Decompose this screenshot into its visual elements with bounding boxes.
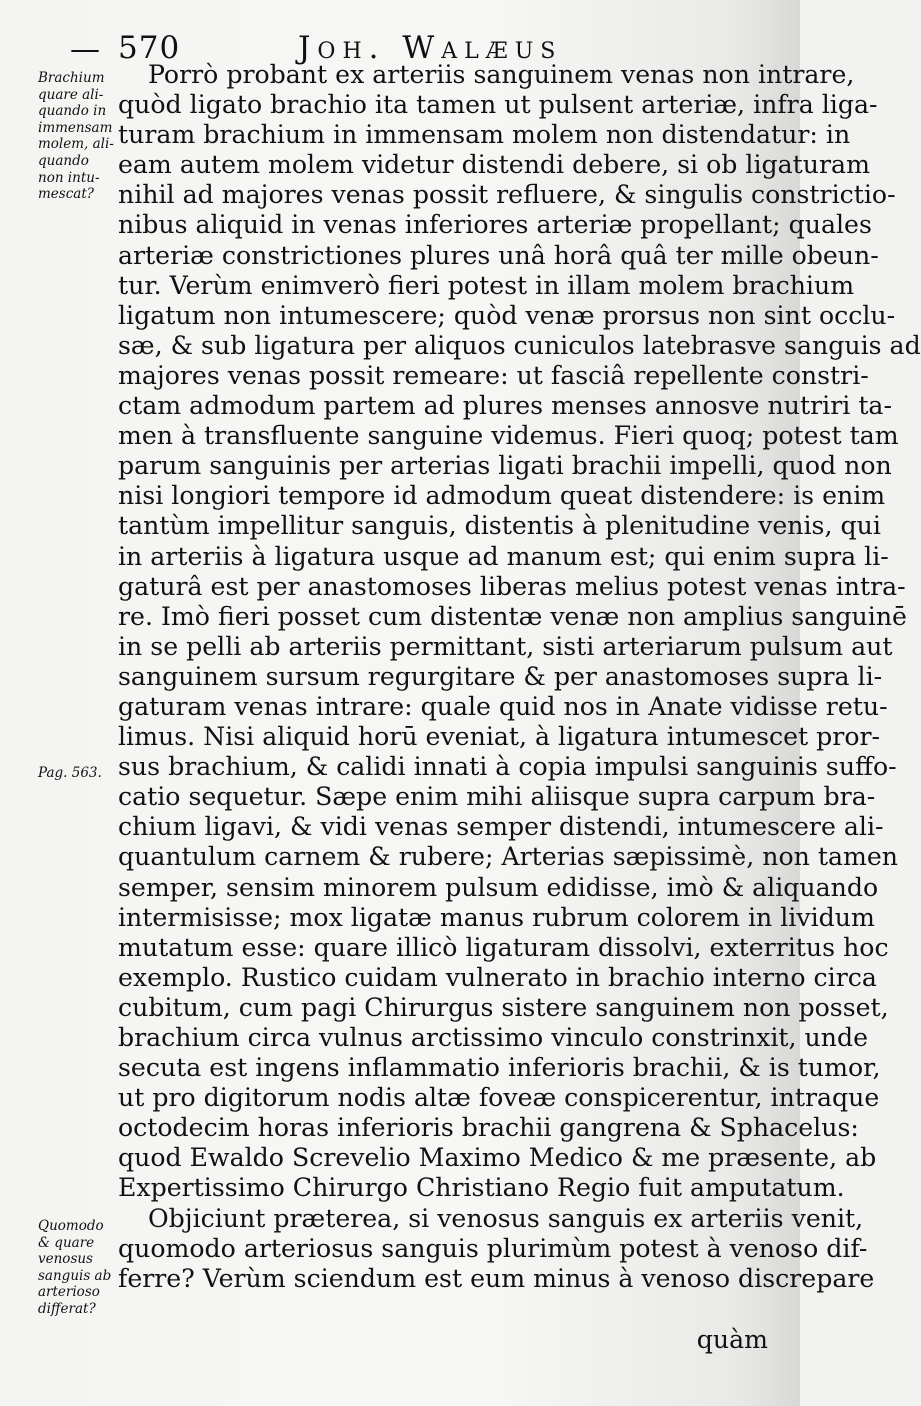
text-line: brachium circa vulnus arctissimo vinculo constrinxit, unde xyxy=(118,1023,868,1052)
text-line: turam brachium in immensam molem non distendatur: in xyxy=(118,120,851,150)
margin-note-line: quare ali- xyxy=(38,86,104,103)
margin-note-line: non intu- xyxy=(38,169,100,186)
text-line: arteriæ constrictiones plures unâ horâ quâ ter mille obeun- xyxy=(118,240,879,270)
text-line: Expertissimo Chirurgo Christiano Regio fuit amputatum. xyxy=(118,1173,845,1203)
margin-note-line: molem, ali- xyxy=(38,136,114,153)
text-line: ferre? Verùm sciendum est eum minus à venoso discrepare xyxy=(118,1263,875,1293)
text-line: men à transfluente sanguine videmus. Fieri quoq; potest tam xyxy=(118,421,899,451)
text-line: catio sequetur. Sæpe enim mihi aliisque supra carpum bra- xyxy=(118,782,876,812)
text-line: intermisisse; mox ligatæ manus rubrum colorem in lividum xyxy=(118,902,875,932)
text-line: in se pelli ab arteriis permittant, sisti arteriarum pulsum aut xyxy=(118,631,893,661)
text-line: gaturam venas intrare: quale quid nos in Anate vidisse retu- xyxy=(118,691,888,721)
margin-note-line: immensam xyxy=(38,119,113,136)
text-line: nibus aliquid in venas inferiores arteriæ propellant; quales xyxy=(118,210,872,240)
header-dash: — xyxy=(70,32,100,67)
text-line: tur. Verùm enimverò fieri potest in illam molem brachium xyxy=(118,270,855,300)
margin-note-line: Pag. 563. xyxy=(38,765,102,781)
text-line: quomodo arteriosus sanguis plurimùm potest à venoso dif- xyxy=(118,1233,868,1263)
margin-note-line: Quomodo xyxy=(38,1218,104,1234)
text-line: octodecim horas inferioris brachii gangrena & Sphacelus: xyxy=(118,1113,859,1143)
text-line: secuta est ingens inflammatio inferioris brachii, & is tumor, xyxy=(118,1053,881,1083)
text-line: Objiciunt præterea, si venosus sanguis ex arteriis venit, xyxy=(148,1203,864,1233)
text-line: ctam admodum partem ad plures menses annosve nutriri ta- xyxy=(118,391,892,421)
text-line: sæ, & sub ligatura per aliquos cuniculos latebrasve sanguis ad xyxy=(118,330,921,360)
margin-note-page-ref xyxy=(38,765,126,782)
margin-note-quomodo xyxy=(38,1218,126,1318)
text-line: sus brachium, & calidi innati à copia impulsi sanguinis suffo- xyxy=(118,752,897,782)
text-line: quòd ligato brachio ita tamen ut pulsent arteriæ, infra liga- xyxy=(118,90,878,120)
text-line: nisi longiori tempore id admodum queat distendere: is enim xyxy=(118,481,886,511)
text-line: semper, sensim minorem pulsum edidisse, imò & aliquando xyxy=(118,872,879,902)
margin-note-line: differat? xyxy=(38,1300,96,1317)
text-line: chium ligavi, & vidi venas semper distendi, intumescere ali- xyxy=(118,812,884,842)
text-line: sanguinem sursum regurgitare & per anastomoses supra li- xyxy=(118,661,883,691)
text-line: quod Ewaldo Screvelio Maximo Medico & me præsente, ab xyxy=(118,1143,877,1173)
text-line: quantulum carnem & rubere; Arterias sæpissimè, non tamen xyxy=(118,842,898,872)
text-line: ut pro digitorum nodis altæ foveæ conspicerentur, intraque xyxy=(118,1083,880,1113)
margin-note-brachium xyxy=(38,70,126,203)
text-line: exemplo. Rustico cuidam vulnerato in brachio interno circa xyxy=(118,962,877,992)
margin-note-line: arterioso xyxy=(38,1284,100,1301)
text-line: ligatum non intumescere; quòd venæ prorsus non sint occlu- xyxy=(118,300,896,330)
text-line: eam autem molem videtur distendi debere, si ob ligaturam xyxy=(118,150,870,180)
margin-note-line: quando in xyxy=(38,103,107,120)
text-line: in arteriis à ligatura usque ad manum est; qui enim supra li- xyxy=(118,541,889,571)
text-line: parum sanguinis per arterias ligati brachii impelli, quod non xyxy=(118,451,892,481)
body-text xyxy=(118,60,921,1294)
text-line: re. Imò fieri posset cum distentæ venæ non amplius sanguinē xyxy=(118,601,907,631)
running-head: Joh. Walæus xyxy=(298,30,563,66)
catchword: quàm xyxy=(696,1325,768,1354)
text-line: gaturâ est per anastomoses liberas melius potest venas intra- xyxy=(118,571,906,601)
margin-note-line: venosus xyxy=(38,1251,93,1268)
text-line: cubitum, cum pagi Chirurgus sistere sanguinem non posset, xyxy=(118,992,889,1022)
margin-note-line: quando xyxy=(38,152,89,169)
text-line: tantùm impellitur sanguis, distentis à plenitudine venis, qui xyxy=(118,511,881,541)
margin-note-line: sanguis ab xyxy=(38,1267,112,1284)
margin-note-line: mescat? xyxy=(38,186,94,203)
text-line: mutatum esse: quare illicò ligaturam dissolvi, exterritus hoc xyxy=(118,932,889,962)
text-line: Porrò probant ex arteriis sanguinem venas non intrare, xyxy=(148,60,855,89)
margin-note-line: Brachium xyxy=(38,70,105,86)
text-line: limus. Nisi aliquid horū eveniat, à ligatura intumescet pror- xyxy=(118,722,881,752)
page-number: 570 xyxy=(118,30,181,66)
margin-note-line: & quare xyxy=(38,1234,95,1251)
text-line: majores venas possit remeare: ut fasciâ repellente constri- xyxy=(118,360,869,390)
text-line: nihil ad majores venas possit refluere, & singulis constrictio- xyxy=(118,180,896,210)
